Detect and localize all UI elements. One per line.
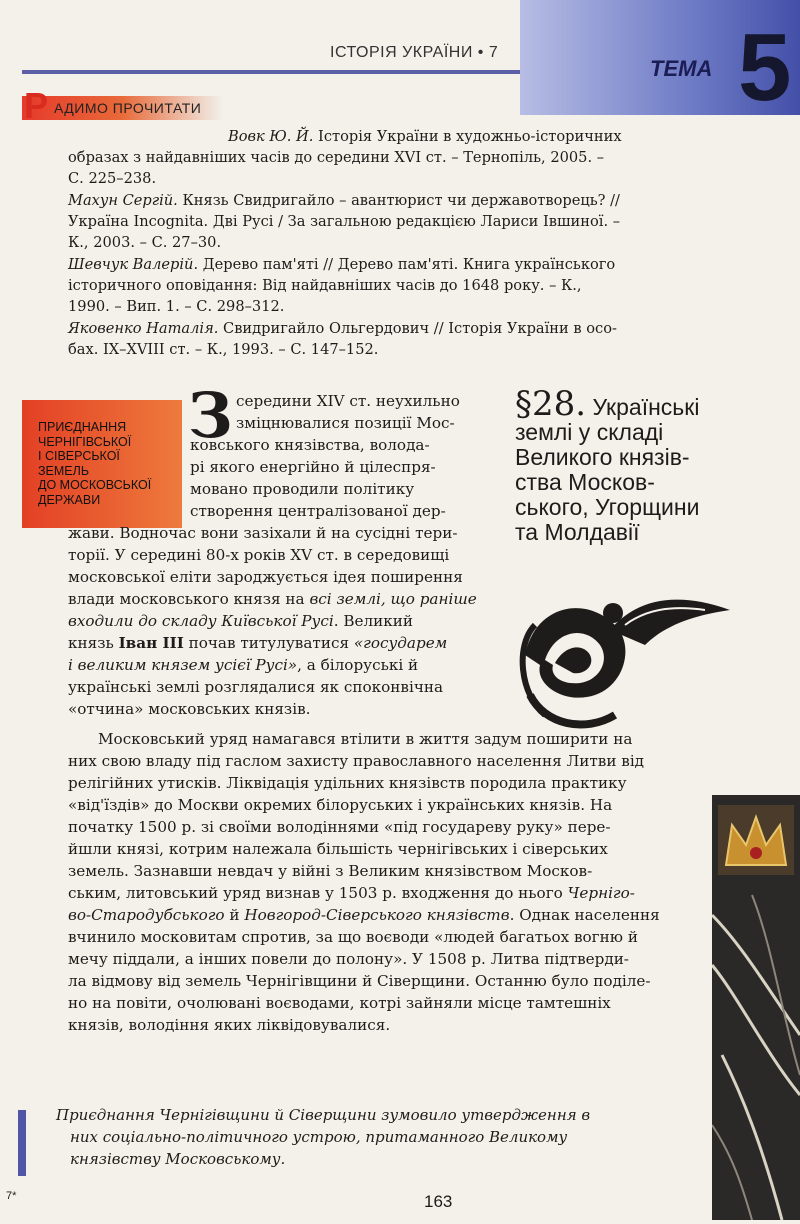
signature-mark: 7* bbox=[6, 1190, 17, 1202]
reference-2: Махун Сергій. Князь Свидригайло – авантюрист чи державотворець? // Україна Incognita. Дві Русі / За загальною редакцією Лариси Івшиної. – К., 2003. – С. 27–30. bbox=[68, 192, 621, 251]
section-number: §28. bbox=[515, 384, 587, 424]
reference-3: Шевчук Валерій. Дерево пам'яті // Дерево пам'яті. Книга українського історичного оповідання: Від найдавніших часів до 1648 року. – К., 1990. – Вип. 1. – С. 298–312. bbox=[68, 256, 616, 315]
reading-label-initial: Р bbox=[24, 85, 49, 126]
reference-author: Вовк Ю. Й. bbox=[228, 128, 314, 145]
topic-sidebox-text: ПРИЄДНАННЯ ЧЕРНІГІВСЬКОЇ І СІВЕРСЬКОЇ ЗЕМЕЛЬ ДО МОСКОВСЬКОЇ ДЕРЖАВИ bbox=[38, 420, 152, 507]
header-rule bbox=[22, 70, 522, 74]
reading-label-text: АДИМО ПРОЧИТАТИ bbox=[54, 100, 202, 116]
tema-number: 5 bbox=[738, 14, 792, 121]
tema-label: ТЕМА bbox=[650, 56, 713, 81]
page-number: 163 bbox=[424, 1192, 453, 1211]
ornamental-initial-illustration bbox=[515, 585, 735, 735]
summary-text: Приєднання Чернігівщини й Сіверщини зумовило утвердження в них соціально-політичного устрою, притаманного Великому князівству Московському. bbox=[56, 1106, 591, 1168]
drop-cap: З bbox=[188, 379, 233, 452]
reference-1: Вовк Ю. Й. Історія України в художньо-історичних образах з найдавніших часів до середини XVI ст. – Тернопіль, 2005. – С. 225–238. bbox=[68, 128, 622, 187]
reference-author: Махун Сергій. bbox=[68, 192, 178, 209]
crown-illustration bbox=[712, 795, 800, 1220]
side-illustration bbox=[712, 795, 800, 1220]
summary-marker bbox=[18, 1110, 26, 1176]
running-header: ІСТОРІЯ УКРАЇНИ • 7 bbox=[330, 44, 499, 61]
reference-4: Яковенко Наталія. Свидригайло Ольгердович // Історія України в осо- бах. IX–XVIII ст. – К., 1993. – С. 147–152. bbox=[68, 320, 617, 358]
section-title: §28. Українські землі у складі Великого князів- ства Москов- ського, Угорщини та Молдавії bbox=[515, 384, 700, 545]
reference-author: Яковенко Наталія. bbox=[68, 320, 219, 337]
reference-author: Шевчук Валерій. bbox=[68, 256, 199, 273]
